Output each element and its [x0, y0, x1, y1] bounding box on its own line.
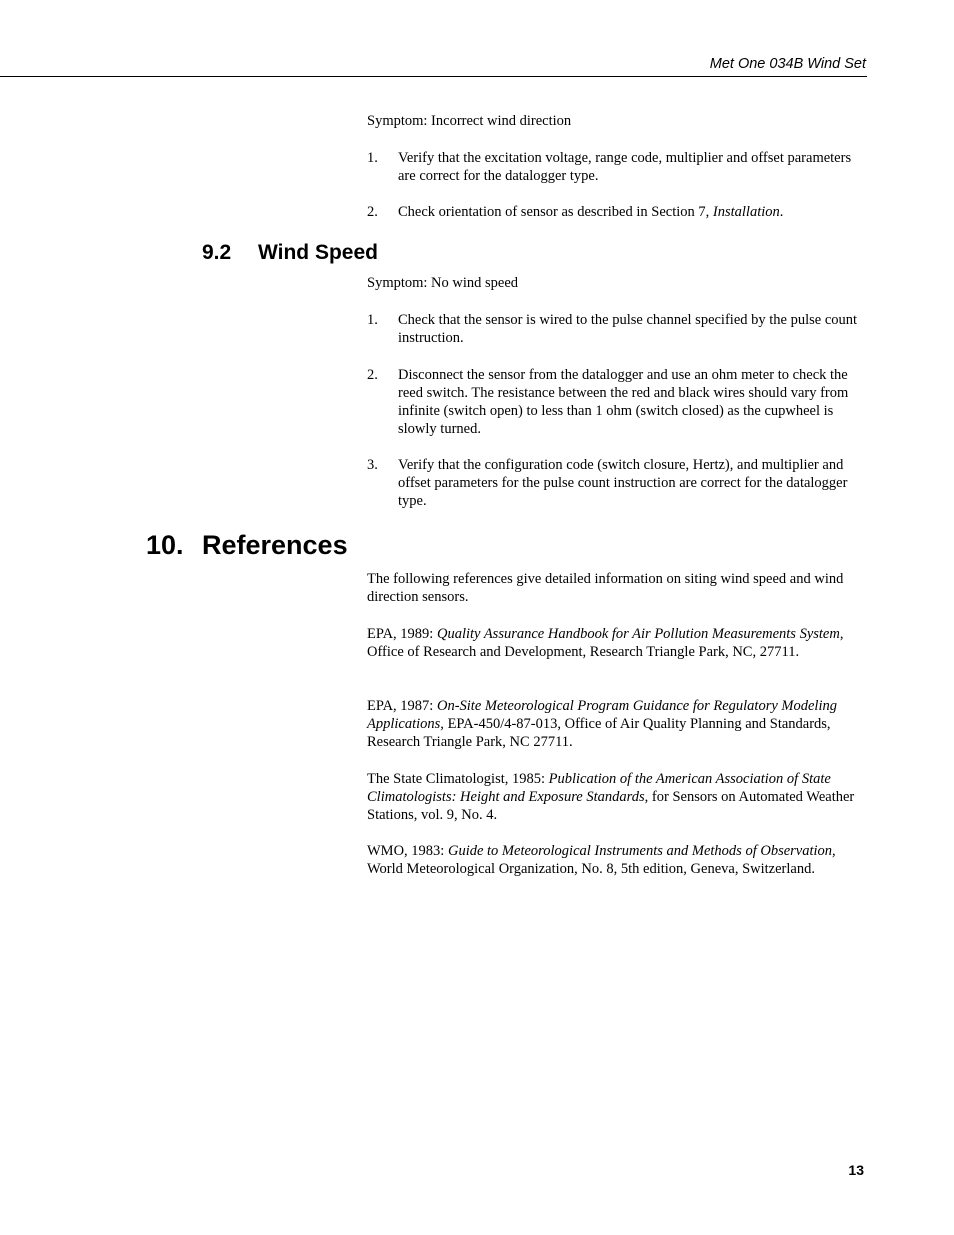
reference-details: World Meteorological Organization, No. 8, 5th edition, Geneva, Switzerland.: [367, 861, 815, 877]
page-number: 13: [848, 1162, 864, 1178]
running-header-title: Met One 034B Wind Set: [709, 56, 866, 72]
references-intro: The following references give detailed information on siting wind speed and wind direction sensors.: [367, 571, 844, 605]
reference-entry: [367, 697, 867, 751]
reference-details: , Office of Research and Development, Research Triangle Park, NC, 27711.: [367, 626, 844, 660]
list-item: [367, 366, 867, 438]
list-item-text: Check that the sensor is wired to the pulse channel specified by the pulse count instruction.: [398, 312, 858, 346]
section-title: Wind Speed: [258, 241, 378, 264]
section-reference-link-text: Installation: [712, 204, 780, 220]
reference-title: Publication of the American Association of State Climatologists: Height and Exposure Standards: [367, 771, 831, 805]
reference-entry: [367, 625, 867, 661]
reference-lead: EPA, 1989:: [367, 626, 437, 642]
reference-title: On-Site Meteorological Program Guidance for Regulatory Modeling Applications,: [367, 698, 837, 732]
wind-speed-symptom: Symptom: No wind speed: [367, 275, 519, 291]
list-item-text: Verify that the configuration code (switch closure, Hertz), and multiplier and offset parameters for the pulse count instruction are correct for the datalogger type.: [398, 457, 848, 509]
chapter-title: References: [202, 530, 348, 560]
wind-direction-symptom: Symptom: Incorrect wind direction: [367, 113, 572, 129]
reference-lead: EPA, 1987:: [367, 698, 437, 714]
reference-lead: The State Climatologist, 1985:: [367, 771, 549, 787]
reference-title: Guide to Meteorological Instruments and Methods of Observation,: [447, 843, 836, 859]
list-item-number: 2.: [367, 367, 378, 383]
list-item-text-start: Check orientation of sensor as described in Section 7,: [398, 204, 713, 220]
list-item-number: 3.: [367, 457, 378, 473]
chapter-number: 10.: [146, 530, 184, 560]
list-item-number: 2.: [367, 204, 378, 220]
section-heading-wind-speed: [202, 240, 378, 266]
list-item-number: 1.: [367, 312, 378, 328]
reference-details: , for Sensors on Automated Weather Stations, vol. 9, No. 4.: [367, 789, 855, 823]
reference-details: EPA-450/4-87-013, Office of Air Quality Planning and Standards, Research Triangle Park, NC 27711.: [367, 716, 831, 750]
reference-title: Quality Assurance Handbook for Air Pollution Measurements System: [436, 626, 840, 642]
list-item-text-end: .: [779, 204, 784, 220]
reference-entry: [367, 842, 867, 878]
list-item: [367, 149, 867, 185]
list-item-text: [398, 203, 867, 221]
list-item-text: Disconnect the sensor from the datalogger and use an ohm meter to check the reed switch. The resistance between the red and black wires should vary from infinite (switch open) to less than 1 ohm (switch closed) as the cupwheel is slowly turned.: [398, 367, 849, 437]
reference-lead: WMO, 1983:: [367, 843, 448, 859]
section-number: 9.2: [202, 241, 232, 264]
list-item: [367, 456, 867, 510]
list-item-text: Verify that the excitation voltage, range code, multiplier and offset parameters are correct for the datalogger type.: [398, 150, 852, 184]
list-item-number: 1.: [367, 150, 378, 166]
reference-entry: [367, 770, 867, 824]
list-item: [367, 203, 867, 221]
chapter-heading-references: [146, 528, 348, 562]
header-divider: [0, 76, 867, 77]
list-item: [367, 311, 867, 347]
